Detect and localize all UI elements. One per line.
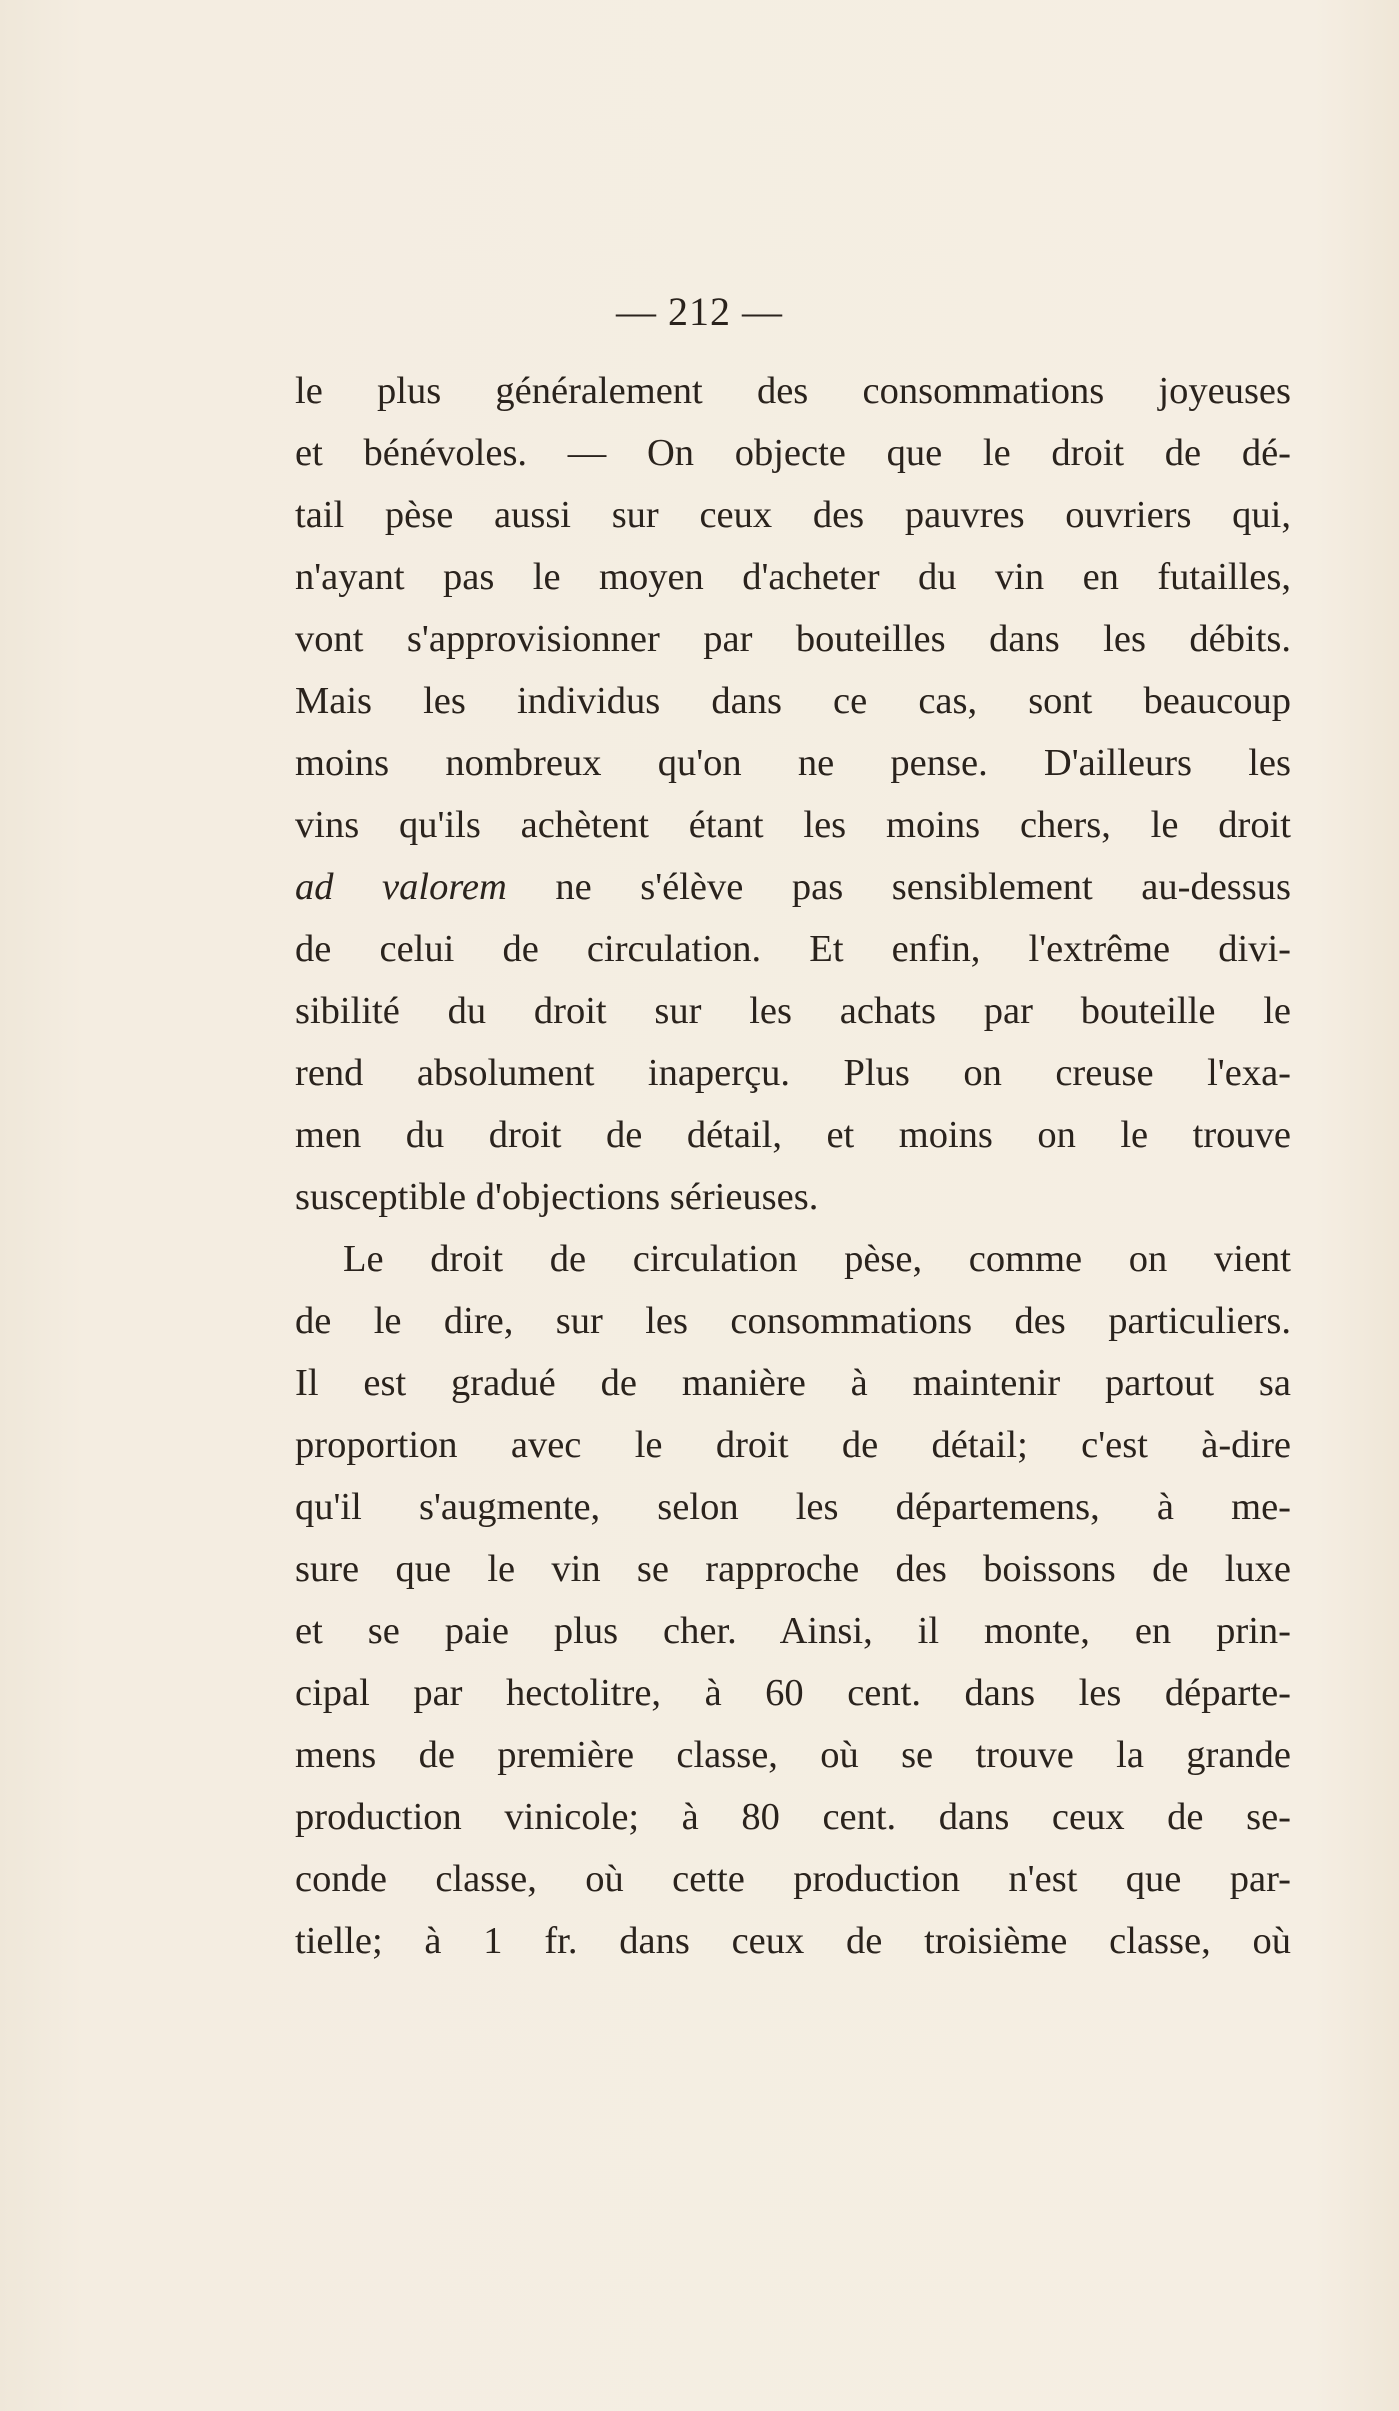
text-line: qu'il s'augmente, selon les départemens, à me- xyxy=(295,1486,1291,1528)
text-line: Le droit de circulation pèse, comme on vient xyxy=(343,1238,1291,1280)
text-line: et bénévoles. — On objecte que le droit de dé- xyxy=(295,432,1291,474)
text-line: moins nombreux qu'on ne pense. D'ailleurs les xyxy=(295,742,1291,784)
text-line: et se paie plus cher. Ainsi, il monte, en prin- xyxy=(295,1610,1291,1652)
text-line: de le dire, sur les consommations des particuliers. xyxy=(295,1300,1291,1342)
text-line: men du droit de détail, et moins on le trouve xyxy=(295,1114,1291,1156)
text-line: sure que le vin se rapproche des boissons de luxe xyxy=(295,1548,1291,1590)
text-line-rest: ne s'élève pas sensiblement au-dessus xyxy=(555,866,1291,908)
italic-phrase: ad valorem xyxy=(295,866,507,908)
text-line: de celui de circulation. Et enfin, l'extrême divi- xyxy=(295,928,1291,970)
text-line: vont s'approvisionner par bouteilles dans les débits. xyxy=(295,618,1291,660)
text-line: mens de première classe, où se trouve la grande xyxy=(295,1734,1291,1776)
text-line: Il est gradué de manière à maintenir partout sa xyxy=(295,1362,1291,1404)
text-line: vins qu'ils achètent étant les moins chers, le droit xyxy=(295,804,1291,846)
text-line: Mais les individus dans ce cas, sont beaucoup xyxy=(295,680,1291,722)
text-line: le plus généralement des consommations joyeuses xyxy=(295,370,1291,412)
text-line: cipal par hectolitre, à 60 cent. dans les départe- xyxy=(295,1672,1291,1714)
text-line: sibilité du droit sur les achats par bouteille le xyxy=(295,990,1291,1032)
text-line: proportion avec le droit de détail; c'est à-dire xyxy=(295,1424,1291,1466)
text-line: rend absolument inaperçu. Plus on creuse l'exa- xyxy=(295,1052,1291,1094)
text-line: tielle; à 1 fr. dans ceux de troisième classe, où xyxy=(295,1920,1291,1962)
text-line: conde classe, où cette production n'est que par- xyxy=(295,1858,1291,1900)
text-line: susceptible d'objections sérieuses. xyxy=(295,1176,819,1218)
text-line-with-italic xyxy=(295,856,1291,918)
body-text xyxy=(295,360,1291,1972)
text-line: tail pèse aussi sur ceux des pauvres ouvriers qui, xyxy=(295,494,1291,536)
page-number: — 212 — xyxy=(616,289,783,334)
text-line: production vinicole; à 80 cent. dans ceux de se- xyxy=(295,1796,1291,1838)
text-line: n'ayant pas le moyen d'acheter du vin en futailles, xyxy=(295,556,1291,598)
